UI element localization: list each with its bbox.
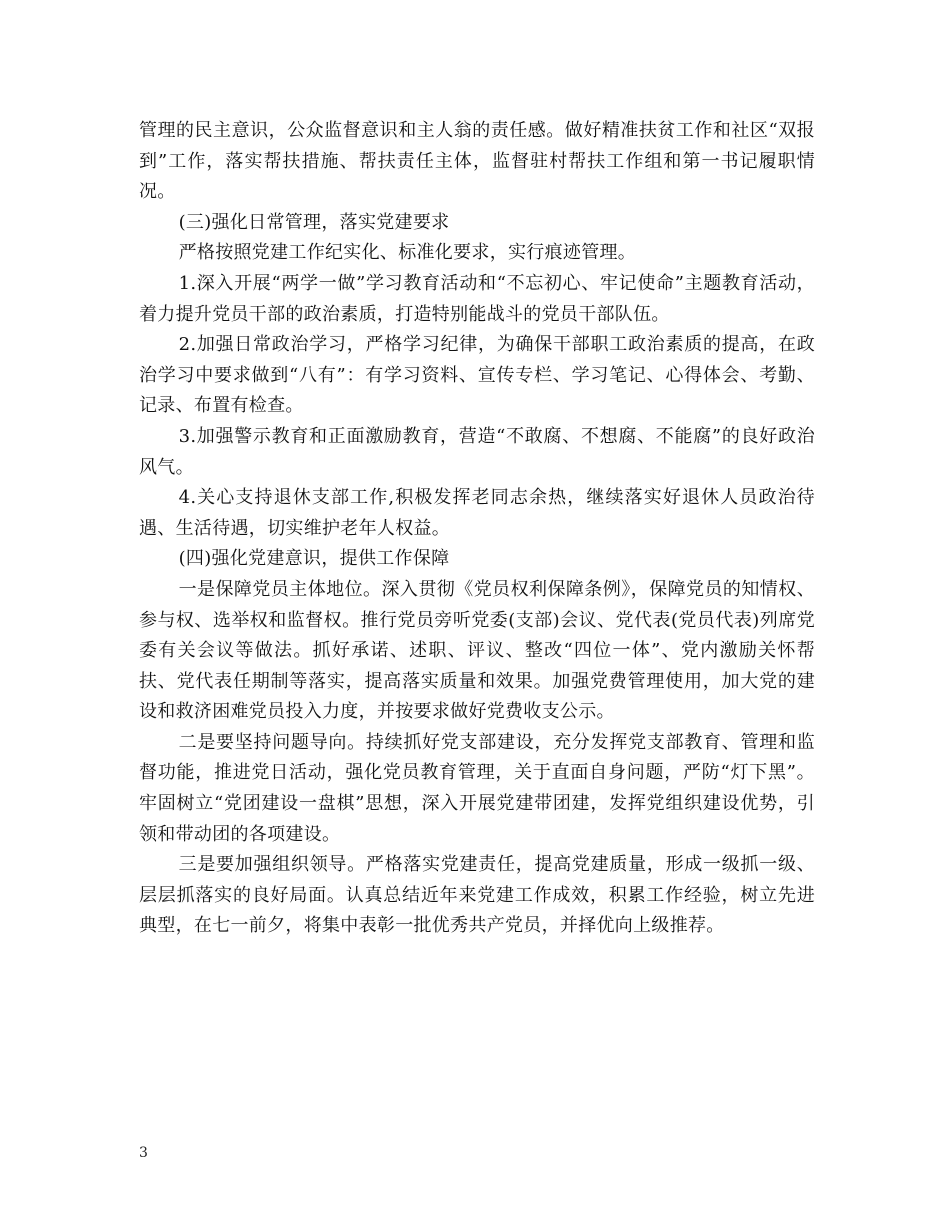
paragraph: 二是要坚持问题导向。持续抓好党支部建设，充分发挥党支部教育、管理和监督功能，推进党日活动，强化党员教育管理，关于直面自身问题，严防“灯下黑”。牢固树立“党团建设一盘棋”思想，深入开展党建带团建，发挥党组织建设优势，引领和带动团的各项建设。 [139,731,815,845]
paragraph: 严格按照党建工作纪实化、标准化要求，实行痕迹管理。 [178,242,637,264]
document-body [139,116,815,942]
paragraph: 3.加强警示教育和正面激励教育，营造“不敢腐、不想腐、不能腐”的良好政治风气。 [139,425,815,478]
paragraph: 4.关心支持退休支部工作,积极发挥老同志余热，继续落实好退休人员政治待遇、生活待遇，切实维护老年人权益。 [139,487,815,539]
page-number: 3 [139,1145,148,1161]
paragraph: 三是要加强组织领导。严格落实党建责任，提高党建质量，形成一级抓一级、层层抓落实的良好局面。认真总结近年来党建工作成效，积累工作经验，树立先进典型，在七一前夕，将集中表彰一批优秀共产党员，并择优向上级推荐。 [139,854,815,937]
paragraph: 一是保障党员主体地位。深入贯彻《党员权利保障条例》，保障党员的知情权、参与权、选举权和监督权。推行党员旁听党委(支部)会议、党代表(党员代表)列席党委有关会议等做法。抓好承诺、述职、评议、整改“四位一体”、党内激励关怀帮扶、党代表任期制等落实，提高落实质量和效果。加强党费管理使用，加大党的建设和救济困难党员投入力度，并按要求做好党费收支公示。 [139,578,815,723]
section-heading: (三)强化日常管理，落实党建要求 [178,211,450,233]
paragraph: 1.深入开展“两学一做”学习教育活动和“不忘初心、牢记使命”主题教育活动，着力提升党员干部的政治素质，打造特别能战斗的党员干部队伍。 [139,272,815,325]
paragraph: 2.加强日常政治学习，严格学习纪律，为确保干部职工政治素质的提高，在政治学习中要求做到“八有”：有学习资料、宣传专栏、学习笔记、心得体会、考勤、记录、布置有检查。 [139,334,815,417]
paragraph: 管理的民主意识，公众监督意识和主人翁的责任感。做好精准扶贫工作和社区“双报到”工作，落实帮扶措施、帮扶责任主体，监督驻村帮扶工作组和第一书记履职情况。 [139,120,815,203]
section-heading: (四)强化党建意识，提供工作保障 [178,548,450,570]
